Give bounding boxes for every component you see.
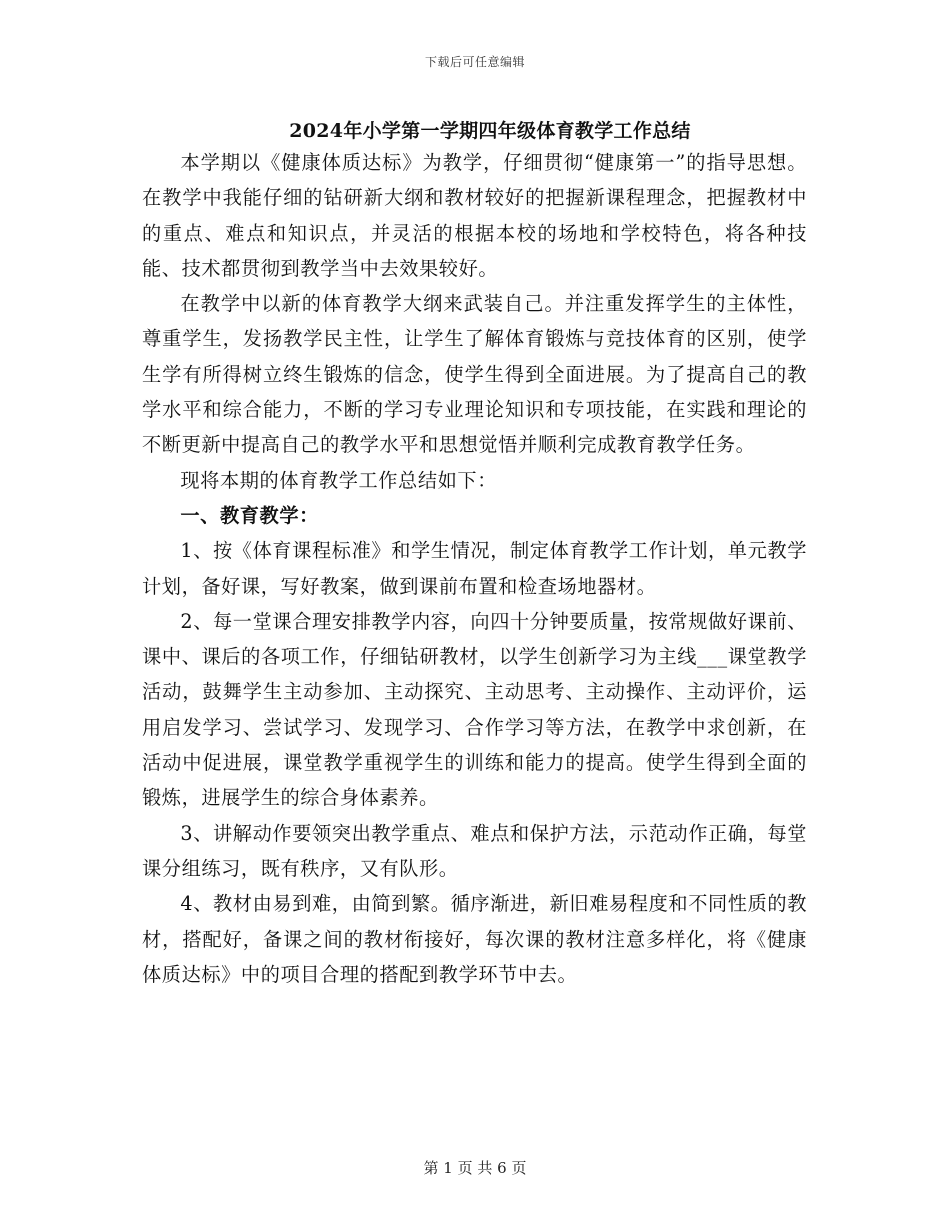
paragraph-item-2: 2、每一堂课合理安排教学内容，向四十分钟要质量，按常规做好课前、课中、课后的各项工作，仔细钻研教材，以学生创新学习为主线___课堂教学活动，鼓舞学生主动参加、主动探究、主动思考、主动操作、主动评价，运用启发学习、尝试学习、发现学习、合作学习等方法，在教学中求创新，在活动中促进展，课堂教学重视学生的训练和能力的提高。使学生得到全面的锻炼，进展学生的综合身体素养。 [142, 609, 807, 810]
section-heading-education: 一、教育教学： [180, 503, 319, 527]
paragraph-item-3: 3、讲解动作要领突出教学重点、难点和保护方法，示范动作正确，每堂课分组练习，既有秩序，又有队形。 [142, 821, 807, 880]
page-number: 第 1 页 共 6 页 [423, 1159, 527, 1177]
paragraph-item-1: 1、按《体育课程标准》和学生情况，制定体育教学工作计划，单元教学计划，备好课，写好教案，做到课前布置和检查场地器材。 [142, 539, 807, 598]
document-title: 2024年小学第一学期四年级体育教学工作总结 [289, 120, 691, 142]
paragraph-intro: 本学期以《健康体质达标》为教学，仔细贯彻“健康第一”的指导思想。在教学中我能仔细的钻研新大纲和教材较好的把握新课程理念，把握教材中的重点、难点和知识点，并灵活的根据本校的场地和学校特色，将各种技能、技术都贯彻到教学当中去效果较好。 [142, 151, 807, 280]
header-note: 下载后可任意编辑 [424, 55, 525, 69]
document-body [142, 145, 807, 992]
paragraph-item-4: 4、教材由易到难，由简到繁。循序渐进，新旧难易程度和不同性质的教材，搭配好，备课之间的教材衔接好，每次课的教材注意多样化，将《健康体质达标》中的项目合理的搭配到教学环节中去。 [142, 892, 807, 986]
paragraph-summary-lead: 现将本期的体育教学工作总结如下： [180, 468, 497, 492]
paragraph-teaching-outline: 在教学中以新的体育教学大纲来武装自己。并注重发挥学生的主体性，尊重学生，发扬教学民主性，让学生了解体育锻炼与竞技体育的区别，使学生学有所得树立终生锻炼的信念，使学生得到全面进展。为了提高自己的教学水平和综合能力，不断的学习专业理论知识和专项技能，在实践和理论的不断更新中提高自己的教学水平和思想觉悟并顺利完成教育教学任务。 [142, 292, 807, 457]
